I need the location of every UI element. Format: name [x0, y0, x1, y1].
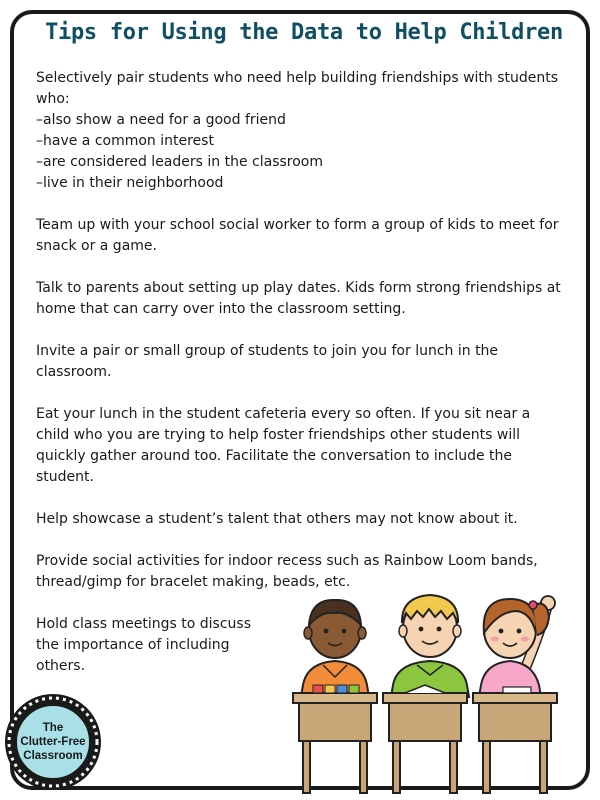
tip-text: Talk to parents about setting up play dates. Kids form strong friendships at home that can carry over into the classroom setting. [36, 280, 561, 317]
logo-badge [15, 704, 91, 780]
tip-text: Team up with your school social worker to form a group of kids to meet for snack or a game. [36, 217, 559, 254]
tip-bullet: –have a common interest [36, 133, 214, 149]
tip-class-meetings [36, 614, 276, 677]
tip-text: Invite a pair or small group of students to join you for lunch in the classroom. [36, 343, 499, 380]
tip-lunch-invite [36, 341, 566, 383]
student-right-illustration [479, 596, 555, 697]
students-at-desks-illustration [285, 585, 585, 795]
tip-bullet: –are considered leaders in the classroom [36, 154, 323, 170]
logo-line-1: The [42, 722, 64, 734]
tip-text: Selectively pair students who need help building friendships with students who: [36, 70, 559, 107]
tip-pair-students [36, 68, 566, 194]
tip-play-dates [36, 278, 566, 320]
tip-showcase-talent [36, 509, 566, 530]
logo-line-2: Clutter-Free [20, 736, 86, 748]
student-middle-illustration [391, 595, 469, 697]
page-title: Tips for Using the Data to Help Children [45, 20, 563, 45]
tip-text: Eat your lunch in the student cafeteria every so often. If you sit near a child who you are trying to help foster friendships other students will quickly gather around too. Facilitate the conversation to include the student. [36, 406, 531, 485]
tip-text: Provide social activities for indoor recess such as Rainbow Loom bands, thread/gimp for bracelet making, beads, etc. [36, 553, 538, 590]
tip-cafeteria [36, 404, 566, 488]
tip-social-worker [36, 215, 566, 257]
student-left-illustration [301, 600, 369, 697]
tip-bullet: –live in their neighborhood [36, 175, 224, 191]
clutter-free-classroom-logo [3, 692, 103, 792]
tip-text: Help showcase a student’s talent that others may not know about it. [36, 511, 518, 527]
tip-bullet: –also show a need for a good friend [36, 112, 286, 128]
tip-text: Hold class meetings to discuss the importance of including others. [36, 616, 252, 674]
desks-illustration [293, 685, 557, 793]
logo-line-3: Classroom [23, 750, 83, 762]
